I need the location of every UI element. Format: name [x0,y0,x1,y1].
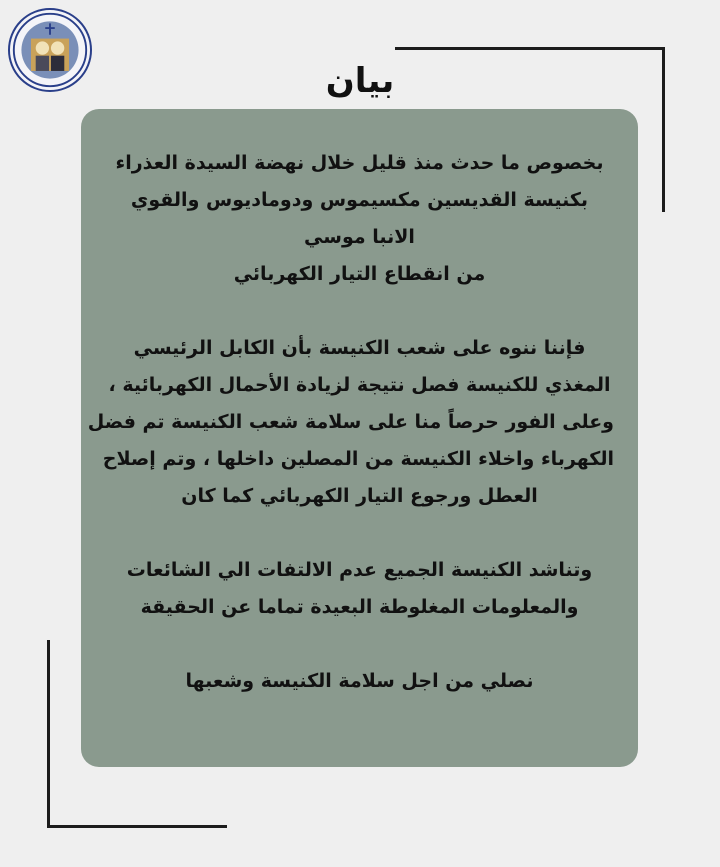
statement-line: وتناشد الكنيسة الجميع عدم الالتفات الي الشائعات [126,559,593,581]
statement-card [81,109,638,767]
statement-line: والمعلومات المغلوطة البعيدة تماما عن الحقيقة [140,596,579,618]
church-seal-icon [10,10,90,90]
statement-paragraph-details [87,330,614,515]
statement-line: فإننا ننوه على شعب الكنيسة بأن الكابل الرئيسي [133,337,586,359]
statement-line: بخصوص ما حدث منذ قليل خلال نهضة السيدة العذراء [115,152,604,174]
statement-line: نصلي من اجل سلامة الكنيسة وشعبها [185,670,534,692]
statement-line: بكنيسة القديسين مكسيموس ودوماديوس والقوي [130,189,589,211]
statement-paragraph-intro [105,145,614,293]
statement-line: المغذي للكنيسة فصل نتيجة لزيادة الأحمال الكهربائية ، [108,374,611,396]
statement-line: من انقطاع التيار الكهربائي [233,263,486,285]
statement-line: الكهرباء واخلاء الكنيسة من المصلين داخلها ، وتم إصلاح [102,448,614,470]
statement-line: وعلى الفور حرصاً منا على سلامة شعب الكنيسة تم فضل [87,411,614,433]
statement-paragraph-closing [105,663,614,700]
paragraph-spacer [105,293,614,330]
page-title: بيان [325,61,395,101]
paragraph-spacer [105,626,614,663]
statement-paragraph-appeal [105,552,614,626]
church-logo [8,8,92,92]
statement-line: العطل ورجوع التيار الكهربائي كما كان [181,485,538,507]
statement-line: الانبا موسي [304,226,415,248]
paragraph-spacer [105,515,614,552]
